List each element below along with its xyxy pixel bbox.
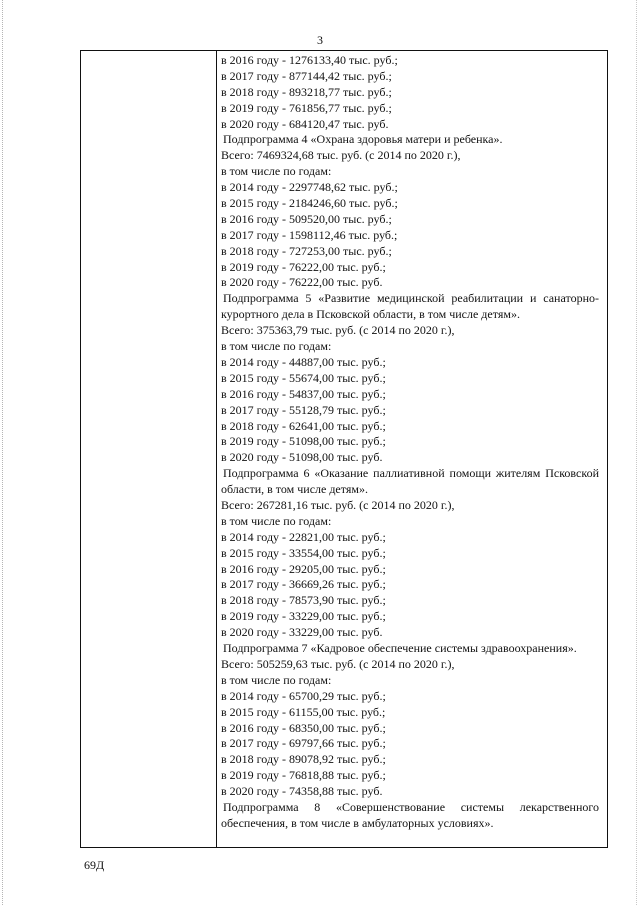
subprogram-5-by-year-label: в том числе по годам: xyxy=(221,339,332,354)
subprogram-6-total: Всего: 267281,16 тыс. руб. (с 2014 по 2020 г.), xyxy=(221,498,455,513)
year-amount-line: в 2019 году - 761856,77 тыс. руб.; xyxy=(221,100,392,115)
subprogram-6-by-year-label: в том числе по годам: xyxy=(221,513,332,528)
year-amount-line: в 2018 году - 727253,00 тыс. руб.; xyxy=(221,243,392,258)
year-amount-line: в 2019 году - 76222,00 тыс. руб.; xyxy=(221,259,386,274)
year-amount-line: в 2017 году - 36669,26 тыс. руб.; xyxy=(221,577,386,592)
funding-text-cell xyxy=(221,53,599,832)
year-amount-line: в 2016 году - 54837,00 тыс. руб.; xyxy=(221,386,386,401)
year-amount-line: в 2020 году - 76222,00 тыс. руб. xyxy=(221,275,383,290)
scan-edge-right xyxy=(636,0,638,905)
subprogram-4-title: Подпрограмма 4 «Охрана здоровья матери и ребенка». xyxy=(223,132,503,147)
subprogram-4-total: Всего: 7469324,68 тыс. руб. (с 2014 по 2020 г.), xyxy=(221,148,461,163)
document-footer-code: 69Д xyxy=(84,858,105,872)
year-amount-line: в 2014 году - 44887,00 тыс. руб.; xyxy=(221,354,386,369)
year-amount-line: в 2020 году - 51098,00 тыс. руб. xyxy=(221,450,383,465)
subprogram-5-title: Подпрограмма 5 «Развитие медицинской реабилитации и санаторно-курортного дела в Псковской области, в том числе детям». xyxy=(221,291,599,322)
year-amount-line: в 2015 году - 33554,00 тыс. руб.; xyxy=(221,545,386,560)
subprogram-8-title: Подпрограмма 8 «Совершенствование системы лекарственного обеспечения, в том числе в амбулаторных условиях». xyxy=(221,799,599,830)
subprogram-7-total: Всего: 505259,63 тыс. руб. (с 2014 по 2020 г.), xyxy=(221,656,455,671)
year-amount-line: в 2016 году - 29205,00 тыс. руб.; xyxy=(221,561,386,576)
subprogram-6-title: Подпрограмма 6 «Оказание паллиативной помощи жителям Псковской области, в том числе детям». xyxy=(221,466,599,497)
year-amount-line: в 2015 году - 2184246,60 тыс. руб.; xyxy=(221,196,398,211)
page-number: 3 xyxy=(317,33,323,47)
year-amount-line: в 2014 году - 65700,29 тыс. руб.; xyxy=(221,688,386,703)
year-amount-line: в 2017 году - 877144,42 тыс. руб.; xyxy=(221,68,392,83)
year-amount-line: в 2016 году - 1276133,40 тыс. руб.; xyxy=(221,53,398,67)
subprogram-5-total: Всего: 375363,79 тыс. руб. (с 2014 по 2020 г.), xyxy=(221,323,455,338)
year-amount-line: в 2018 году - 62641,00 тыс. руб.; xyxy=(221,418,386,433)
year-amount-line: в 2017 году - 1598112,46 тыс. руб.; xyxy=(221,227,398,242)
subprogram-4-by-year-label: в том числе по годам: xyxy=(221,164,332,179)
year-amount-line: в 2019 году - 51098,00 тыс. руб.; xyxy=(221,434,386,449)
scan-edge-left xyxy=(2,0,4,905)
year-amount-line: в 2019 году - 33229,00 тыс. руб.; xyxy=(221,609,386,624)
year-amount-line: в 2014 году - 2297748,62 тыс. руб.; xyxy=(221,180,398,195)
year-amount-line: в 2020 году - 74358,88 тыс. руб. xyxy=(221,784,383,799)
year-amount-line: в 2015 году - 61155,00 тыс. руб.; xyxy=(221,704,386,719)
year-amount-line: в 2019 году - 76818,88 тыс. руб.; xyxy=(221,768,386,783)
year-amount-line: в 2018 году - 78573,90 тыс. руб.; xyxy=(221,593,386,608)
table-column-divider xyxy=(216,50,217,848)
year-amount-line: в 2018 году - 893218,77 тыс. руб.; xyxy=(221,84,392,99)
subprogram-7-by-year-label: в том числе по годам: xyxy=(221,672,332,687)
year-amount-line: в 2014 году - 22821,00 тыс. руб.; xyxy=(221,529,386,544)
year-amount-line: в 2018 году - 89078,92 тыс. руб.; xyxy=(221,752,386,767)
year-amount-line: в 2016 году - 68350,00 тыс. руб.; xyxy=(221,720,386,735)
year-amount-line: в 2017 году - 69797,66 тыс. руб.; xyxy=(221,736,386,751)
year-amount-line: в 2016 году - 509520,00 тыс. руб.; xyxy=(221,211,392,226)
subprogram-7-title: Подпрограмма 7 «Кадровое обеспечение системы здравоохранения». xyxy=(223,641,577,656)
year-amount-line: в 2020 году - 33229,00 тыс. руб. xyxy=(221,625,383,640)
year-amount-line: в 2015 году - 55674,00 тыс. руб.; xyxy=(221,370,386,385)
year-amount-line: в 2017 году - 55128,79 тыс. руб.; xyxy=(221,402,386,417)
year-amount-line: в 2020 году - 684120,47 тыс. руб. xyxy=(221,116,389,131)
